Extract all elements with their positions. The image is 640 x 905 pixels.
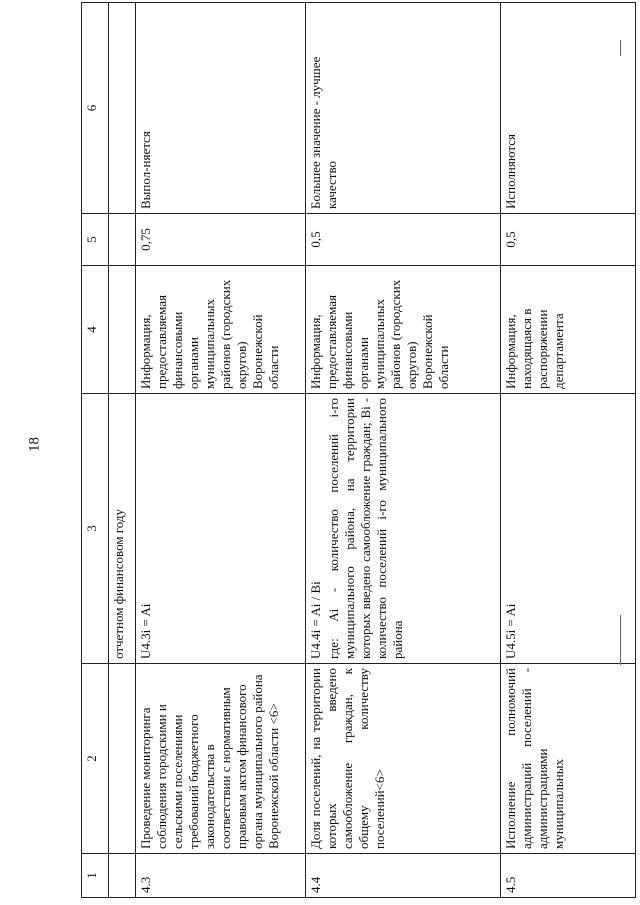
row-formula-cell bbox=[501, 394, 636, 664]
col-header-6: 6 bbox=[82, 3, 109, 214]
row-formula-cell bbox=[306, 394, 501, 664]
row-name: Доля поселений, на территории которых введено самообложение граждан, к общему количеству поселений<6> bbox=[306, 664, 501, 854]
page-number: 18 bbox=[26, 437, 43, 452]
col-header-3: 3 bbox=[82, 394, 109, 664]
row-number: 4.3 bbox=[136, 854, 306, 898]
header-row bbox=[82, 3, 109, 898]
row-note: Исполняются bbox=[501, 3, 636, 214]
row-formula: U4.4i = Ai / Bi bbox=[308, 581, 323, 659]
indicators-table bbox=[81, 2, 636, 898]
row-note: Большее значение - лучшее качество bbox=[306, 3, 501, 214]
col-header-4: 4 bbox=[82, 266, 109, 394]
row-source: Информация, находящаяся в распоряжении департамента bbox=[501, 266, 636, 394]
row-formula-description: где: Ai - количество поселений i-го муниципального района, на территории которых введено самообложение граждан; Bi - количество поселений i-го муниципального района bbox=[326, 398, 405, 659]
row-number: 4.4 bbox=[306, 854, 501, 898]
rotated-table-stage bbox=[81, 3, 636, 898]
row-formula: U4.5i = Ai bbox=[503, 603, 518, 659]
row-source: Информация, предоставляемая финансовыми органами муниципальных районов (городских округов) Воронежской области bbox=[136, 266, 306, 394]
col-header-5: 5 bbox=[82, 214, 109, 266]
row-note: Выпол-няется bbox=[136, 3, 306, 214]
row-formula: U4.3i = Ai bbox=[138, 603, 153, 659]
table-row bbox=[306, 3, 501, 898]
row-weight: 0,5 bbox=[306, 214, 501, 266]
scan-edge-mark bbox=[620, 615, 621, 665]
continuation-text: отчетном финансовом году bbox=[109, 394, 136, 664]
row-formula-cell bbox=[136, 394, 306, 664]
row-source: Информация, предоставляемая финансовыми органами муниципальных районов (городских округов) Воронежской области bbox=[306, 266, 501, 394]
row-number: 4.5 bbox=[501, 854, 636, 898]
table-row bbox=[136, 3, 306, 898]
row-name: Исполнение полномочий администраций поселений - администрациями муниципальных bbox=[501, 664, 636, 854]
row-weight: 0,5 bbox=[501, 214, 636, 266]
continuation-row bbox=[109, 3, 136, 898]
row-weight: 0,75 bbox=[136, 214, 306, 266]
scan-edge-mark bbox=[620, 40, 621, 56]
row-name: Проведение мониторинга соблюдения городскими и сельскими поселениями требований бюджетного законодательства в соответствии с нормативным правовым актом финансового органа муниципального района Воронежской области <6> bbox=[136, 664, 306, 854]
col-header-1: 1 bbox=[82, 854, 109, 898]
col-header-2: 2 bbox=[82, 664, 109, 854]
table-row bbox=[501, 3, 636, 898]
